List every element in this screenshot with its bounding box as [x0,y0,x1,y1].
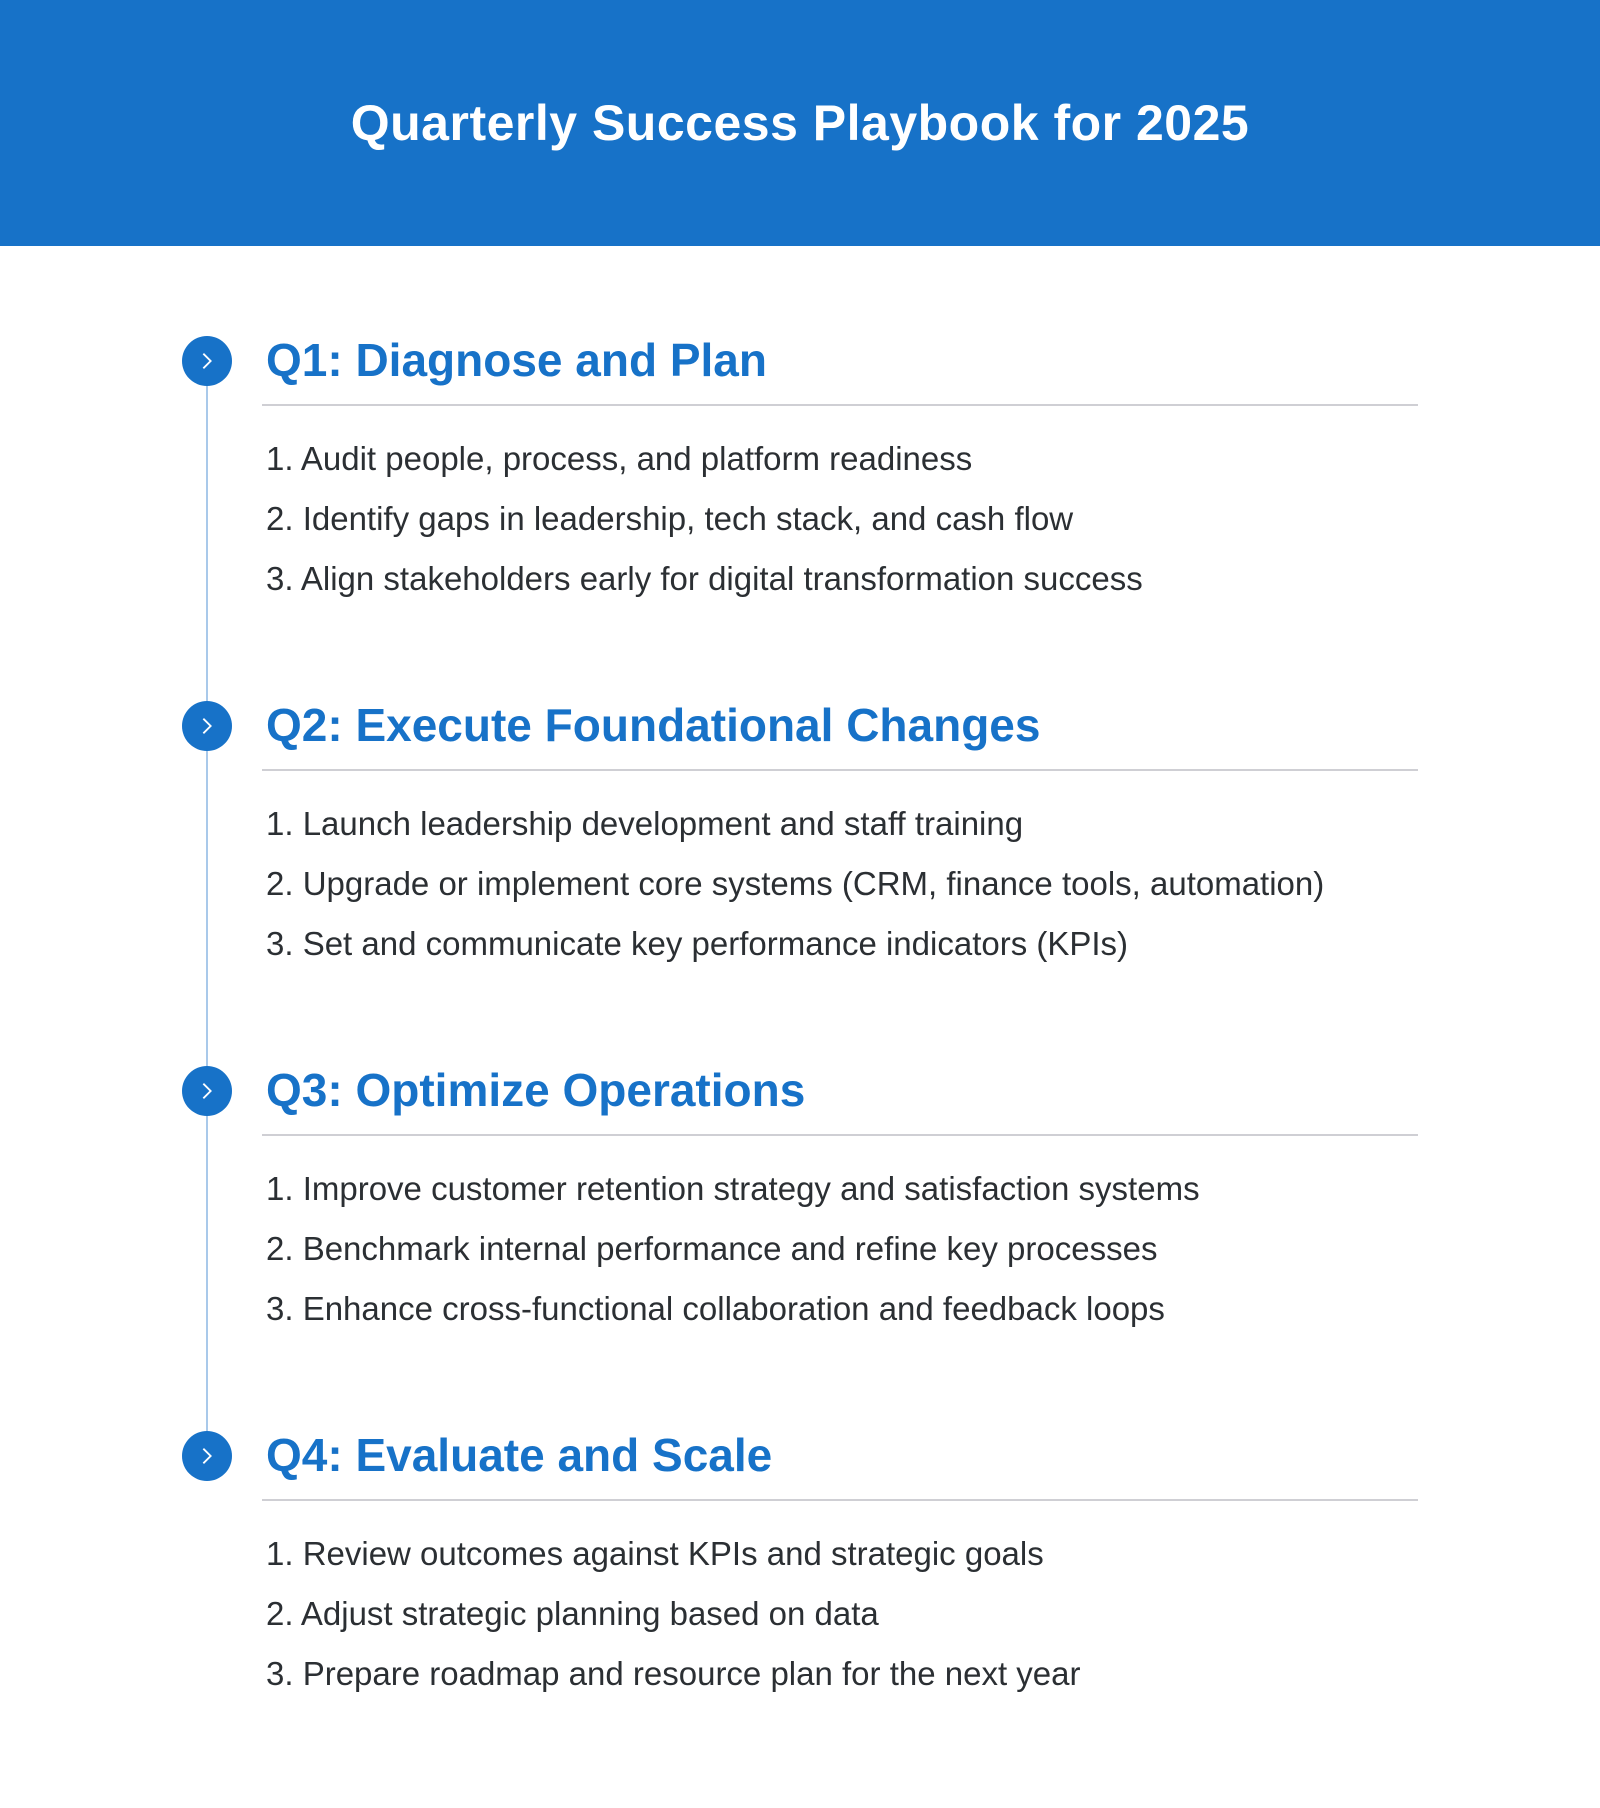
chevron-right-icon [182,336,232,386]
item-list [266,1159,1200,1339]
item-list [266,794,1324,974]
page-header [0,0,1600,246]
divider [262,1134,1418,1136]
list-item: 2. Benchmark internal performance and refine key processes [266,1230,1158,1267]
list-item: 1. Review outcomes against KPIs and strategic goals [266,1535,1044,1572]
timeline-line [206,380,208,1455]
list-item: 3. Prepare roadmap and resource plan for the next year [266,1655,1081,1692]
list-item: 2. Adjust strategic planning based on data [266,1595,879,1632]
divider [262,404,1418,406]
item-list [266,429,1143,609]
list-item: 1. Launch leadership development and staff training [266,805,1024,842]
list-item: 1. Audit people, process, and platform readiness [266,440,973,477]
section-title: Q3: Optimize Operations [266,1064,806,1116]
section-title: Q1: Diagnose and Plan [266,334,767,386]
list-item: 1. Improve customer retention strategy and satisfaction systems [266,1170,1200,1207]
section-title: Q2: Execute Foundational Changes [266,699,1041,751]
divider [262,1499,1418,1501]
list-item: 3. Enhance cross-functional collaboration and feedback loops [266,1290,1165,1327]
list-item: 2. Identify gaps in leadership, tech stack, and cash flow [266,500,1074,537]
list-item: 3. Align stakeholders early for digital transformation success [266,560,1143,597]
page-title: Quarterly Success Playbook for 2025 [350,95,1250,151]
list-item: 2. Upgrade or implement core systems (CRM, finance tools, automation) [266,865,1325,902]
list-item: 3. Set and communicate key performance indicators (KPIs) [266,925,1129,962]
divider [262,769,1418,771]
chevron-right-icon [182,1431,232,1481]
chevron-right-icon [182,1066,232,1116]
chevron-right-icon [182,701,232,751]
section-title: Q4: Evaluate and Scale [266,1429,773,1481]
item-list [266,1524,1080,1704]
